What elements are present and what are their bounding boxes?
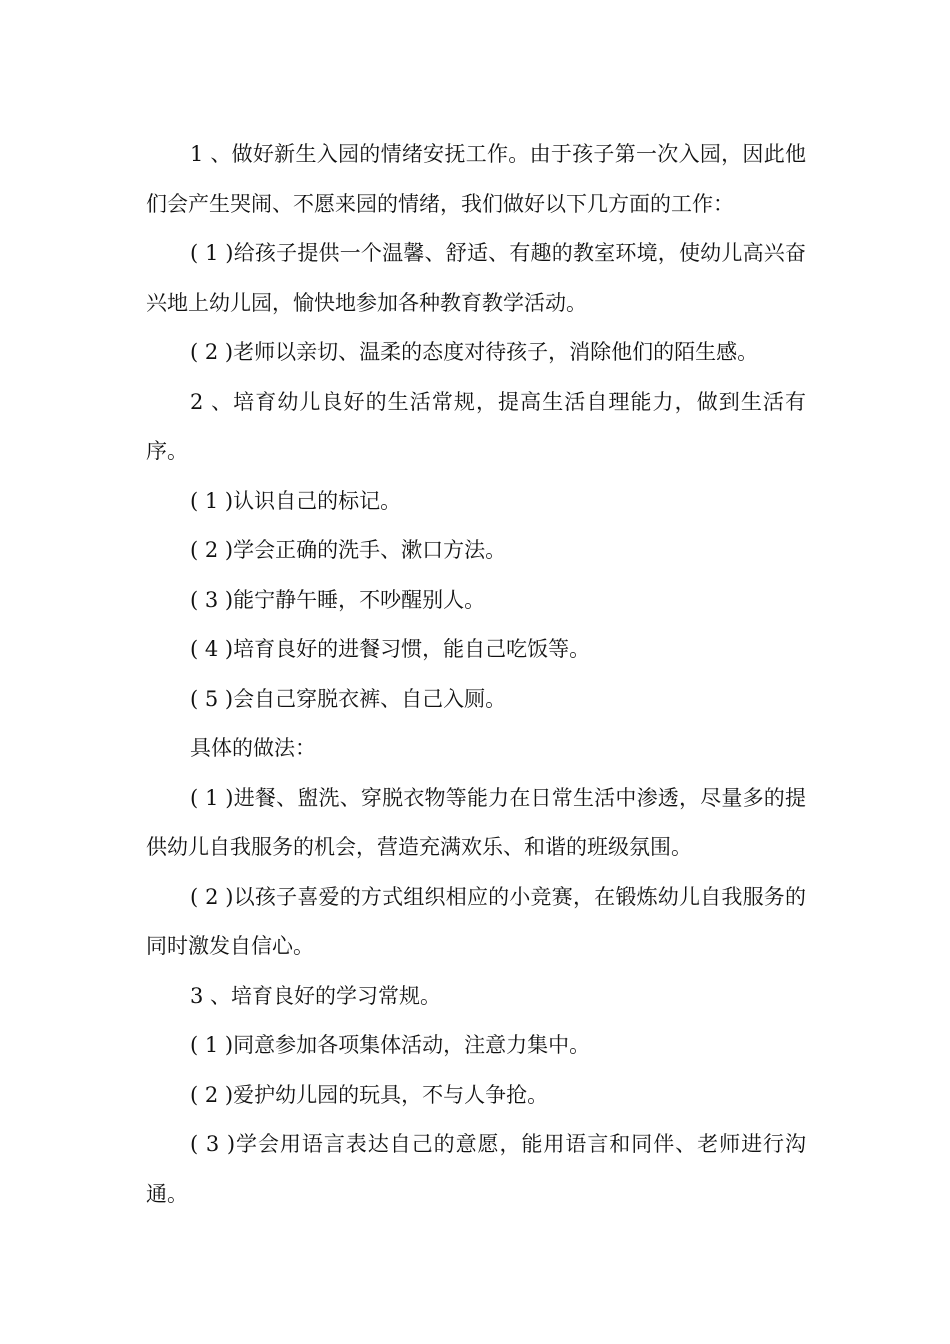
- paragraph: ( 1 )进餐、盥洗、穿脱衣物等能力在日常生活中渗透，尽量多的提供幼儿自我服务的机会，营造充满欢乐、和谐的班级氛围。: [146, 785, 806, 859]
- paragraph: ( 3 )能宁静午睡，不吵醒别人。: [190, 587, 486, 612]
- paragraph: ( 1 )给孩子提供一个温馨、舒适、有趣的教室环境，使幼儿高兴奋兴地上幼儿园，愉快地参加各种教育教学活动。: [146, 241, 806, 315]
- paragraph: ( 2 )以孩子喜爱的方式组织相应的小竞赛，在锻炼幼儿自我服务的同时激发自信心。: [146, 884, 806, 958]
- document-body: [146, 130, 806, 1219]
- paragraph: 具体的做法：: [190, 736, 316, 760]
- paragraph: ( 2 )老师以亲切、温柔的态度对待孩子，消除他们的陌生感。: [190, 340, 759, 364]
- paragraph: ( 1 )同意参加各项集体活动，注意力集中。: [190, 1033, 591, 1057]
- paragraph: 1 、做好新生入园的情绪安抚工作。由于孩子第一次入园，因此他们会产生哭闹、不愿来园的情绪，我们做好以下几方面的工作：: [146, 142, 806, 216]
- paragraph: ( 1 )认识自己的标记。: [190, 488, 402, 513]
- paragraph: ( 5 )会自己穿脱衣裤、自己入厕。: [190, 686, 507, 711]
- paragraph: ( 3 )学会用语言表达自己的意愿，能用语言和同伴、老师进行沟通。: [146, 1132, 806, 1206]
- paragraph: 3 、培育良好的学习常规。: [190, 983, 442, 1008]
- paragraph: 2 、培育幼儿良好的生活常规，提高生活自理能力，做到生活有序。: [146, 389, 806, 463]
- paragraph: ( 4 )培育良好的进餐习惯，能自己吃饭等。: [190, 637, 591, 661]
- paragraph: ( 2 )学会正确的洗手、漱口方法。: [190, 538, 507, 562]
- paragraph: ( 2 )爱护幼儿园的玩具，不与人争抢。: [190, 1082, 549, 1107]
